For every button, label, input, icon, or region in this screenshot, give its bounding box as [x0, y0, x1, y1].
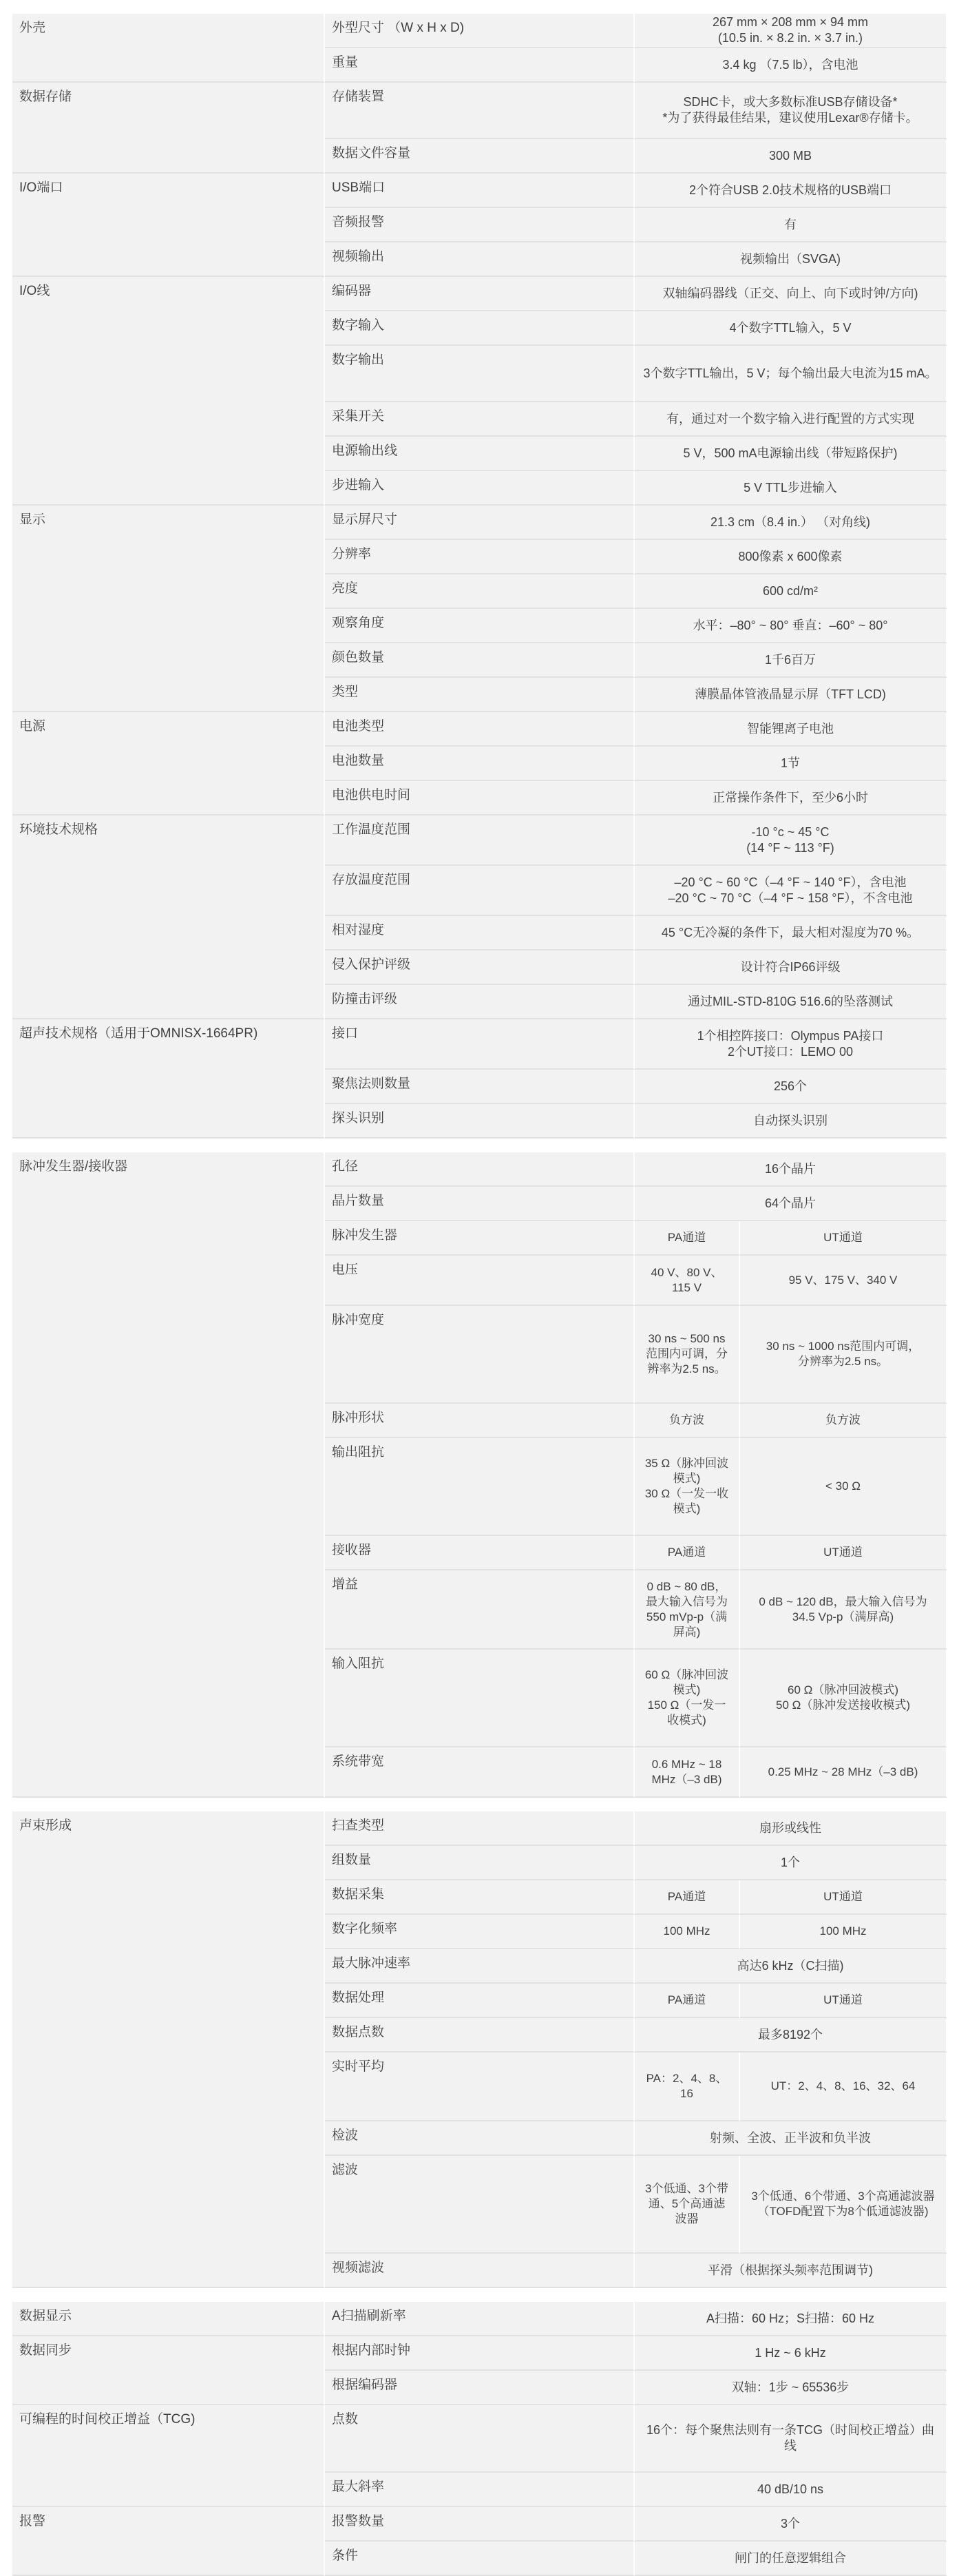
spec-label	[325, 2507, 635, 2542]
spec-label	[325, 1915, 635, 1949]
spec-label-text: 数据文件容量	[332, 146, 411, 160]
spec-value-pa	[635, 1438, 740, 1536]
spec-label	[325, 1949, 635, 1984]
spec-value	[635, 48, 947, 83]
spec-value-text: 高达6 kHz（C扫描)	[737, 1958, 844, 1973]
category-label-text: 环境技术规格	[19, 822, 98, 837]
spec-value	[635, 574, 947, 609]
category-label	[12, 2507, 325, 2576]
spec-label	[325, 1570, 635, 1650]
spec-label	[325, 1019, 635, 1070]
spec-label	[325, 14, 635, 48]
spec-label-text: 接口	[332, 1026, 359, 1041]
spec-label	[325, 1070, 635, 1104]
category-label-text: I/O端口	[19, 180, 63, 195]
spec-label-text: USB端口	[332, 180, 386, 195]
spec-value-pa-text: PA通道	[667, 1231, 706, 1244]
category-label	[12, 14, 325, 83]
spec-label	[325, 985, 635, 1019]
category-label	[12, 1152, 325, 1798]
spec-label	[325, 1880, 635, 1915]
spec-value	[635, 242, 947, 277]
category-label	[12, 174, 325, 277]
spec-label-text: 接收器	[332, 1543, 372, 1557]
spec-value-pa	[635, 2156, 740, 2254]
spec-label	[325, 2121, 635, 2156]
spec-value	[635, 346, 947, 402]
spec-value	[635, 1949, 947, 1984]
category-label-text: 外壳	[19, 21, 46, 35]
spec-value-ut-text: 30 ns ~ 1000 ns范围内可调， 分辨率为2.5 ns。	[766, 1340, 920, 1368]
category-label-text: 声束形成	[19, 1818, 72, 1833]
spec-value-text: -10 °c ~ 45 °C (14 °F ~ 113 °F)	[746, 824, 834, 855]
spec-value-text: 800像素 x 600像素	[738, 549, 843, 563]
spec-label-text: 增益	[332, 1577, 359, 1592]
spec-label-text: 电池数量	[332, 754, 385, 768]
spec-label-text: 编码器	[332, 284, 372, 298]
spec-value-text: 双轴编码器线（正交、向上、向下或时钟/方向)	[662, 286, 918, 300]
spec-label	[325, 346, 635, 402]
spec-label-text: 电池类型	[332, 719, 385, 734]
spec-value-text: 1千6百万	[764, 652, 816, 667]
spec-value-pa-text: 3个低通、3个带通、5个高通滤波器	[645, 2182, 728, 2225]
spec-value-text: 智能锂离子电池	[747, 721, 834, 736]
spec-label-text: 数据点数	[332, 2025, 385, 2039]
spec-value	[635, 2254, 947, 2288]
spec-label-text: 实时平均	[332, 2059, 385, 2074]
spec-label	[325, 2542, 635, 2576]
spec-value-ut	[740, 1747, 947, 1798]
spec-label-text: 最大脉冲速率	[332, 1956, 411, 1971]
spec-label-text: 分辨率	[332, 547, 372, 561]
spec-label	[325, 1846, 635, 1880]
spec-label-text: 数字化频率	[332, 1922, 398, 1936]
spec-label-text: 电源输出线	[332, 444, 398, 458]
spec-label	[325, 2473, 635, 2507]
spec-value	[635, 678, 947, 712]
spec-value	[635, 2405, 947, 2473]
spec-value-text: 5 V，500 mA电源输出线（带短路保护)	[683, 446, 898, 460]
spec-value-ut-text: 60 Ω（脉冲回波模式) 50 Ω（脉冲发送接收模式)	[775, 1683, 910, 1712]
spec-value	[635, 2336, 947, 2371]
category-label	[12, 277, 325, 506]
category-label	[12, 2405, 325, 2507]
spec-value-ut	[740, 1650, 947, 1747]
spec-label-text: 音频报警	[332, 215, 385, 229]
spec-label	[325, 311, 635, 346]
category-label-text: 报警	[19, 2514, 46, 2528]
spec-value-ut-text: 100 MHz	[819, 1924, 867, 1938]
spec-label	[325, 174, 635, 208]
spec-label	[325, 2302, 635, 2336]
spec-label-text: 最大斜率	[332, 2480, 385, 2494]
spec-value-pa-text: 30 ns ~ 500 ns范围内可调，分辨率为2.5 ns。	[646, 1332, 728, 1375]
spec-value-text: 闸门的任意逻辑组合	[735, 2551, 846, 2565]
spec-label-text: 视频滤波	[332, 2261, 385, 2275]
spec-value	[635, 506, 947, 540]
spec-value-text: 256个	[773, 1079, 808, 1093]
spec-label-text: 滤波	[332, 2163, 359, 2177]
spec-value-ut	[740, 1915, 947, 1949]
spec-value	[635, 2121, 947, 2156]
spec-value-ut-text: 95 V、175 V、340 V	[788, 1273, 898, 1287]
spec-value-pa	[635, 1650, 740, 1747]
spec-value	[635, 985, 947, 1019]
spec-label-text: 扫查类型	[332, 1818, 385, 1833]
spec-label	[325, 2336, 635, 2371]
spec-label	[325, 1536, 635, 1570]
spec-value-pa	[635, 1880, 740, 1915]
spec-value	[635, 1811, 947, 1846]
spec-label-text: 系统带宽	[332, 1754, 385, 1769]
spec-label-text: A扫描刷新率	[332, 2309, 406, 2323]
spec-value-text: 1 Hz ~ 6 kHz	[755, 2345, 826, 2360]
spec-value	[635, 2542, 947, 2576]
spec-value	[635, 643, 947, 678]
spec-label-text: 侵入保护评级	[332, 957, 411, 972]
spec-label	[325, 2371, 635, 2405]
spec-value-text: 600 cd/m²	[762, 583, 819, 598]
spec-label	[325, 208, 635, 242]
spec-value-text: 平滑（根据探头频率范围调节)	[708, 2263, 873, 2277]
spec-value-text: 2个符合USB 2.0技术规格的USB端口	[688, 183, 892, 197]
spec-value	[635, 2018, 947, 2053]
spec-label-text: 根据编码器	[332, 2378, 398, 2392]
spec-label	[325, 1221, 635, 1256]
category-label	[12, 2302, 325, 2336]
spec-value-ut	[740, 1306, 947, 1404]
spec-value-text: 16个晶片	[764, 1161, 816, 1176]
spec-value	[635, 402, 947, 437]
spec-label	[325, 1747, 635, 1798]
spec-label-text: 脉冲宽度	[332, 1313, 385, 1327]
spec-label-text: 数字输出	[332, 353, 385, 367]
spec-label-text: 数据处理	[332, 1991, 385, 2005]
spec-value	[635, 540, 947, 574]
spec-label	[325, 437, 635, 471]
spec-label	[325, 540, 635, 574]
spec-label	[325, 643, 635, 678]
spec-value-ut-text: UT通道	[823, 1993, 863, 2006]
spec-value-pa	[635, 1570, 740, 1650]
spec-value	[635, 139, 947, 174]
spec-label	[325, 2254, 635, 2288]
spec-value-pa-text: 60 Ω（脉冲回波模式) 150 Ω（一发一收模式)	[644, 1668, 729, 1727]
spec-value-ut	[740, 1536, 947, 1570]
spec-value-text: 双轴：1步 ~ 65536步	[731, 2380, 850, 2394]
spec-value-text: A扫描：60 Hz；S扫描：60 Hz	[706, 2311, 875, 2325]
spec-label-text: 电压	[332, 1263, 359, 1277]
spec-label	[325, 951, 635, 985]
spec-label-text: 晶片数量	[332, 1194, 385, 1208]
category-label	[12, 816, 325, 1019]
spec-value	[635, 2473, 947, 2507]
spec-label	[325, 866, 635, 916]
spec-value-text: 21.3 cm（8.4 in.） （对角线)	[710, 515, 871, 529]
category-label-text: 显示	[19, 512, 46, 527]
spec-value-pa-text: 35 Ω（脉冲回波模式) 30 Ω（一发一收模式)	[644, 1457, 729, 1515]
spec-value	[635, 83, 947, 139]
spec-value-ut-text: 3个低通、6个带通、3个高通滤波器（TOFD配置下为8个低通滤波器)	[751, 2190, 935, 2218]
spec-value-text: 300 MB	[768, 148, 812, 163]
spec-value-text: 1个相控阵接口：Olympus PA接口 2个UT接口：LEMO 00	[697, 1028, 884, 1059]
spec-value-pa-text: 40 V、80 V、 115 V	[651, 1265, 723, 1294]
spec-value-pa	[635, 1306, 740, 1404]
spec-value-text: SDHC卡，或大多数标准USB存储设备* *为了获得最佳结果，建议使用Lexar®存储卡。	[662, 95, 918, 125]
spec-value-text: 最多8192个	[757, 2027, 823, 2042]
spec-value	[635, 951, 947, 985]
category-label-text: 数据存储	[19, 90, 72, 104]
spec-label-text: 防撞击评级	[332, 992, 398, 1006]
spec-label-text: 根据内部时钟	[332, 2343, 411, 2358]
spec-label	[325, 678, 635, 712]
category-label	[12, 1811, 325, 2288]
spec-value	[635, 1152, 947, 1187]
spec-label	[325, 139, 635, 174]
spec-value-pa	[635, 1984, 740, 2018]
spec-value-ut-text: 负方波	[825, 1413, 861, 1426]
spec-label	[325, 1104, 635, 1139]
spec-value-pa-text: PA：2、4、8、16	[646, 2072, 728, 2100]
spec-value-text: 45 °C无冷凝的条件下，最大相对湿度为70 %。	[661, 925, 920, 939]
spec-label	[325, 277, 635, 311]
spec-label	[325, 712, 635, 747]
spec-label-text: 显示屏尺寸	[332, 512, 398, 527]
spec-value-text: 267 mm × 208 mm × 94 mm (10.5 in. × 8.2 in. × 3.7 in.)	[712, 15, 869, 45]
category-label	[12, 2336, 325, 2405]
spec-label-text: 探头识别	[332, 1111, 385, 1125]
spec-label	[325, 83, 635, 139]
spec-value	[635, 781, 947, 816]
spec-value	[635, 437, 947, 471]
spec-value	[635, 311, 947, 346]
spec-value-pa-text: 0.6 MHz ~ 18 MHz（–3 dB)	[651, 1757, 722, 1786]
spec-label	[325, 1306, 635, 1404]
spec-label	[325, 781, 635, 816]
spec-value	[635, 471, 947, 506]
spec-value-text: 1个	[780, 1855, 800, 1869]
spec-value-pa	[635, 2053, 740, 2121]
category-label-text: 可编程的时间校正增益（TCG)	[19, 2412, 196, 2427]
spec-label-text: 孔径	[332, 1159, 359, 1174]
spec-label	[325, 1650, 635, 1747]
spec-label-text: 数据采集	[332, 1887, 385, 1902]
spec-label-text: 步进输入	[332, 478, 385, 492]
spec-value-pa	[635, 1256, 740, 1306]
spec-value-pa	[635, 1747, 740, 1798]
spec-value-pa-text: 0 dB ~ 80 dB，最大输入信号为550 mVp-p（满屏高)	[646, 1579, 728, 1639]
spec-value	[635, 609, 947, 643]
spec-value-pa	[635, 1536, 740, 1570]
spec-value-text: –20 °C ~ 60 °C（–4 °F ~ 140 °F），含电池 –20 °C ~ 70 °C（–4 °F ~ 158 °F），不含电池	[668, 875, 913, 905]
spec-value	[635, 816, 947, 866]
spec-label	[325, 1152, 635, 1187]
spec-label-text: 输出阻抗	[332, 1445, 385, 1460]
spec-label	[325, 242, 635, 277]
spec-value-ut	[740, 1221, 947, 1256]
category-label	[12, 83, 325, 174]
spec-label-text: 脉冲发生器	[332, 1228, 398, 1243]
spec-value-text: 射频、全波、正半波和负半波	[710, 2130, 871, 2145]
spec-value	[635, 14, 947, 48]
spec-value-text: 3个	[780, 2516, 800, 2531]
spec-value-pa	[635, 1404, 740, 1438]
spec-label	[325, 2405, 635, 2473]
spec-value-text: 视频输出（SVGA)	[739, 251, 841, 266]
spec-label	[325, 1187, 635, 1221]
spec-label-text: 电池供电时间	[332, 788, 411, 802]
spec-label-text: 工作温度范围	[332, 822, 411, 837]
category-label-text: 电源	[19, 719, 46, 734]
spec-value	[635, 1187, 947, 1221]
spec-value-text: 5 V TTL步进输入	[744, 480, 837, 495]
spec-value-text: 扇形或线性	[759, 1820, 821, 1835]
spec-value	[635, 174, 947, 208]
spec-value-ut	[740, 2053, 947, 2121]
spec-label	[325, 48, 635, 83]
spec-label	[325, 2156, 635, 2254]
spec-value-text: 40 dB/10 ns	[757, 2482, 824, 2496]
spec-value-pa-text: PA通道	[667, 1890, 706, 1903]
category-label-text: 脉冲发生器/接收器	[19, 1159, 128, 1174]
category-label-text: 数据同步	[19, 2343, 72, 2358]
spec-value-text: 水平：–80° ~ 80° 垂直：–60° ~ 80°	[693, 618, 888, 632]
spec-value-ut-text: UT通道	[823, 1890, 863, 1903]
spec-value-text: 薄膜晶体管液晶显示屏（TFT LCD)	[695, 687, 886, 701]
spec-value	[635, 2507, 947, 2542]
spec-value-text: 64个晶片	[764, 1196, 816, 1210]
spec-value-pa-text: PA通道	[667, 1546, 706, 1559]
spec-value-pa-text: 100 MHz	[663, 1924, 710, 1938]
spec-value-text: 通过MIL-STD-810G 516.6的坠落测试	[687, 994, 894, 1008]
spec-value	[635, 1104, 947, 1139]
spec-value-ut	[740, 2156, 947, 2254]
spec-label	[325, 402, 635, 437]
spec-value-ut	[740, 1880, 947, 1915]
spec-value	[635, 2302, 947, 2336]
spec-label-text: 存储装置	[332, 90, 385, 104]
spec-label	[325, 1984, 635, 2018]
category-label	[12, 506, 325, 712]
spec-value-text: 有	[784, 217, 797, 231]
spec-label	[325, 2018, 635, 2053]
spec-value-ut	[740, 1984, 947, 2018]
spec-label	[325, 1438, 635, 1536]
spec-value-ut-text: < 30 Ω	[825, 1479, 861, 1493]
spec-value	[635, 916, 947, 951]
spec-label-text: 脉冲形状	[332, 1411, 385, 1425]
spec-value-pa	[635, 1221, 740, 1256]
spec-label-text: 颜色数量	[332, 650, 385, 665]
category-label-text: I/O线	[19, 284, 50, 298]
spec-value-text: 1节	[780, 756, 800, 770]
spec-value-ut	[740, 1438, 947, 1536]
spec-value-text: 3.4 kg （7.5 lb），含电池	[722, 57, 858, 72]
spec-value-ut-text: 0.25 MHz ~ 28 MHz（–3 dB)	[768, 1765, 918, 1778]
spec-value	[635, 277, 947, 311]
spec-label-text: 视频输出	[332, 249, 385, 264]
spec-label	[325, 574, 635, 609]
spec-label	[325, 747, 635, 781]
spec-label	[325, 1811, 635, 1846]
spec-value	[635, 1846, 947, 1880]
spec-label	[325, 471, 635, 506]
spec-label-text: 重量	[332, 55, 359, 70]
spec-label-text: 数字输入	[332, 318, 385, 333]
spec-value-text: 4个数字TTL输入，5 V	[729, 320, 852, 335]
spec-label	[325, 609, 635, 643]
spec-label-text: 相对湿度	[332, 923, 385, 937]
spec-value	[635, 747, 947, 781]
spec-value	[635, 208, 947, 242]
spec-label	[325, 816, 635, 866]
spec-value-ut	[740, 1256, 947, 1306]
spec-value-text: 3个数字TTL输出，5 V；每个输出最大电流为15 mA。	[643, 366, 938, 380]
spec-value	[635, 1070, 947, 1104]
spec-label	[325, 2053, 635, 2121]
spec-value-ut-text: UT通道	[823, 1546, 863, 1559]
spec-label-text: 输入阻抗	[332, 1656, 385, 1671]
spec-label	[325, 1256, 635, 1306]
spec-label-text: 组数量	[332, 1853, 372, 1867]
spec-value	[635, 866, 947, 916]
spec-label	[325, 1404, 635, 1438]
spec-value-ut	[740, 1570, 947, 1650]
spec-value-ut-text: UT通道	[823, 1231, 863, 1244]
spec-value-text: 16个：每个聚焦法则有一条TCG（时间校正增益）曲线	[646, 2423, 934, 2453]
spec-value-pa-text: PA通道	[667, 1993, 706, 2006]
spec-label	[325, 916, 635, 951]
spec-label-text: 观察角度	[332, 616, 385, 630]
spec-value-pa	[635, 1915, 740, 1949]
spec-value-text: 有，通过对一个数字输入进行配置的方式实现	[666, 411, 914, 426]
spec-value-text: 正常操作条件下，至少6小时	[712, 790, 868, 804]
spec-value-ut-text: 0 dB ~ 120 dB，最大输入信号为 34.5 Vp-p（满屏高)	[759, 1595, 927, 1623]
spec-value	[635, 712, 947, 747]
spec-value-pa-text: 负方波	[669, 1413, 704, 1426]
spec-label-text: 存放温度范围	[332, 873, 411, 887]
spec-label	[325, 506, 635, 540]
category-label-text: 超声技术规格（适用于OMNISX-1664PR)	[19, 1026, 258, 1041]
spec-label-text: 聚焦法则数量	[332, 1077, 411, 1091]
spec-value	[635, 1019, 947, 1070]
spec-value-ut	[740, 1404, 947, 1438]
spec-label-text: 采集开关	[332, 409, 385, 424]
spec-label-text: 检波	[332, 2128, 359, 2143]
spec-value-ut-text: UT：2、4、8、16、32、64	[770, 2079, 916, 2092]
spec-label-text: 类型	[332, 685, 359, 699]
category-label	[12, 712, 325, 816]
spec-label-text: 亮度	[332, 581, 359, 596]
category-label-text: 数据显示	[19, 2309, 72, 2323]
spec-label-text: 点数	[332, 2412, 359, 2427]
spec-label-text: 外型尺寸 （W x H x D)	[332, 21, 465, 35]
spec-value-text: 设计符合IP66评级	[740, 959, 841, 974]
spec-label-text: 报警数量	[332, 2514, 385, 2528]
spec-value	[635, 2371, 947, 2405]
category-label	[12, 1019, 325, 1139]
spec-value-text: 自动探头识别	[753, 1113, 828, 1128]
spec-label-text: 条件	[332, 2548, 359, 2563]
